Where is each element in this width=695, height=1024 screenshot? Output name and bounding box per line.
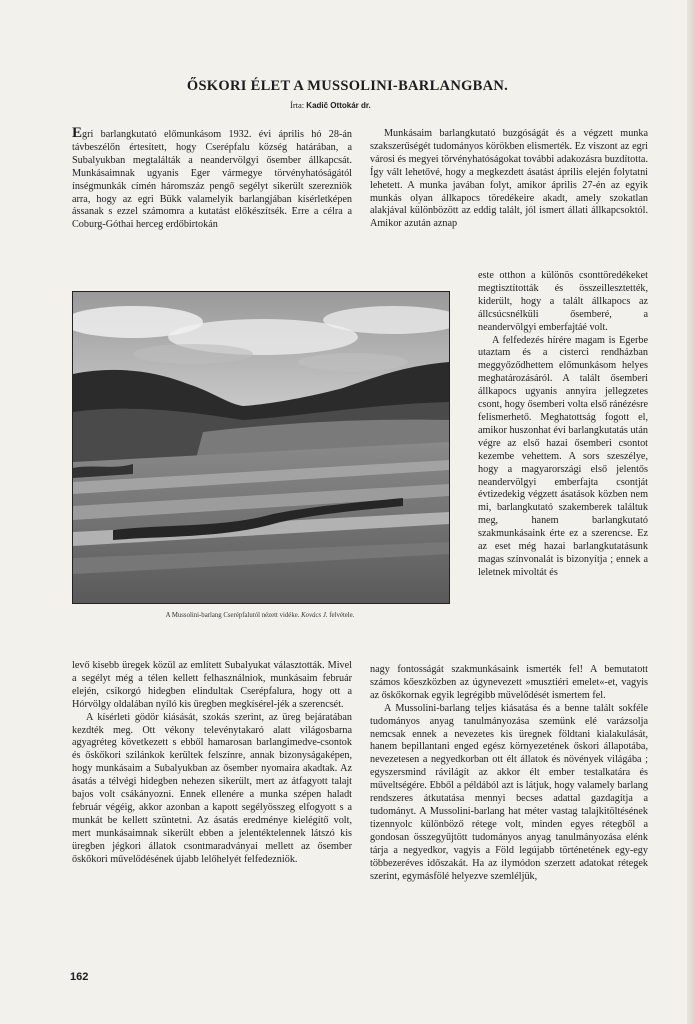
page-edge: [687, 0, 695, 1024]
narrow-paragraph-2: A felfedezés hírére magam is Egerbe utaztam és a cisterci rendházban meggyőződhettem előmunkásom helyes meghatározásáról. A talált ősemberi állkapocs ugyanis annyira jellegzetes csont, hogy ősemberi volta első ránézésre felismerhető. Meghatottság fogott el, amikor huszonhat évi barlangkutatás után végre az első hazai ősemberi csontot kezembe vehettem. A sors szeszélye, hogy a magyarországi első jelentős neandervölgyi emberfajta csontját évtizedekig végzett ásatások közben nem mi, barlangkutató szakemberek találtuk meg, hanem barlangkutató szakmunkásaink érte ez a szerencse. Ez az eset még hazai barlangkutatásunk magas színvonalát is bizonyítja ; ennek a leletnek mivoltát és: [478, 334, 648, 578]
landscape-illustration: [73, 292, 449, 603]
bottom-right-paragraph-1: nagy fontosságát szakmunkásaink ismerték fel! A bemutatott számos kőeszközben az úgynevezett »musztiéri emelet«-et, vagyis az őskőkornak egyik legrégibb művelődését ismertem fel.: [370, 664, 648, 701]
author-name: Kadič Ottokár dr.: [306, 101, 371, 110]
intro-left-column: [72, 125, 352, 232]
page-number: 162: [70, 971, 89, 983]
article-title: ŐSKORI ÉLET A MUSSOLINI-BARLANGBAN.: [186, 78, 509, 94]
right-top-paragraph: Munkásaim barlangkutató buzgóságát és a végzett munka szakszerűségét tudományos körökben elismerték. Ez viszont az egri városi és megyei törvényhatóságokat további adakozásra buzdította. Így vált lehetővé, hogy a megkezdett ásatást április elején folytatni lehetett. A munka javában folyt, amikor április 27-én az egyik munkás olyan állkapocs töredékeire akadt, amely szokatlan alakjával különbözött az eddig talált, jól ismert állati állkapcsoktól. Amikor azután aznap: [370, 128, 648, 230]
bottom-left-paragraph-1: levő kisebb üregek közül az említett Subalyukat választották. Mivel a segélyt még a télen kellett felhasználniok, munkásaim február elején, csikorgó hidegben elindultak Cserépfalura, hogy ott a Hórvölgy oldalában nyíló kis üregben megkísérel-jék a szerencsét.: [72, 660, 352, 710]
caption-suffix: felvétele.: [329, 612, 355, 619]
byline: [290, 100, 590, 110]
right-narrow-column: [478, 270, 648, 580]
intro-text: gri barlangkutató előmunkásom 1932. évi április hó 28-án távbeszélőn értesített, hogy Cserépfalu község határában, a Subalyukban megtalálták a neandervölgyi ősember állkapcsát. Munkásaimnak ugyanis Eger vármegye törvényhatóságától ínségmunkák címén háromszáz pengő segélyt sikerült szerezniök arra, hogy az egri Bükk valamelyik barlangjában kísérletképen ássanak s ezzel számomra a kutatást előkészítsék. Erre a célra a Coburg-Góthai herceg erdőbirtokán: [72, 129, 352, 231]
intro-paragraph: [72, 125, 352, 232]
narrow-paragraph-1: este otthon a különös csonttöredékeket megtisztították és összeillesztették, kiderült, hogy a talált állkapocs az állcsúcsnélküli ősemberé, a neandervölgyi emberfajtáé volt.: [478, 270, 648, 333]
bottom-left-column: [72, 660, 352, 867]
landscape-photo: [72, 291, 450, 604]
bottom-left-paragraph-2: A kísérleti gödör kiásását, szokás szerint, az üreg bejáratában kezdték meg. Ott vékony televénytakaró alatt világosbarna agyagréteg következett s ebből hamarosan barlangimedve-csontok és őskőkori szilánkok kerültek felszínre, annak bizonyságaképen, hogy munkásaim a Subalyukban az ősember nyomaira akadtak. Az ásatás a télvégi hidegben nehezen sikerült, mert az átfagyott talajt bajos volt csákányozni. Ennek ellenére a munka szépen haladt február végéig, akkor azonban a kapott segélyösszeg elfogyott s a munkát be kellett szüntetni. Az ásatás eredménye kielégítő volt, mert munkásaimnak sikerült ebben a jelentéktelennek látszó kis üregben jégkori állatok csontmaradványai mellett az ősember őskőkori művelődésének újabb lelőhelyét felfedezniök.: [72, 711, 352, 865]
right-top-column: [370, 128, 648, 231]
bottom-right-column: [370, 664, 648, 883]
caption-text: A Mussolini-barlang Cserépfalutól nézett vidéke.: [165, 612, 300, 619]
caption-credit: Kovács J.: [301, 612, 328, 619]
photo-caption: [72, 612, 448, 619]
byline-prefix: Írta:: [290, 100, 305, 110]
dropcap: E: [72, 125, 83, 141]
bottom-right-paragraph-2: A Mussolini-barlang teljes kiásatása és a benne talált sokféle tudományos anyag tanulmányozása szemünk elé varázsolja nemcsak ennek a nevezetes kis üregnek földtani kialakulását, hanem bepillantani enged egész környezetének őskori állapotába, nevezetesen a negyedkorban ott élt állatok és növények világába ; egyszersmind rávilágít az akkor élt ember testalkatára és műveltségére. Ebből a példából azt is látjuk, hogy valamely barlang rendszeres átkutatása mennyi becses adattal gazdagítja a tudományt. A Mussolini-barlang hat méter vastag talajkitöltésének tizennyolc különböző rétege volt, minden egyes rétegből a gondosan összegyűjtött tudományos anyag tanulmányozása elénk tárja a negyedkor, vagyis a Föld legújabb történetének egy-egy többezeréves időszakát. Ha az ilymódon szerzett adatokat rétegek szerint, egymásfölé helyezve szemléljük,: [370, 702, 648, 882]
